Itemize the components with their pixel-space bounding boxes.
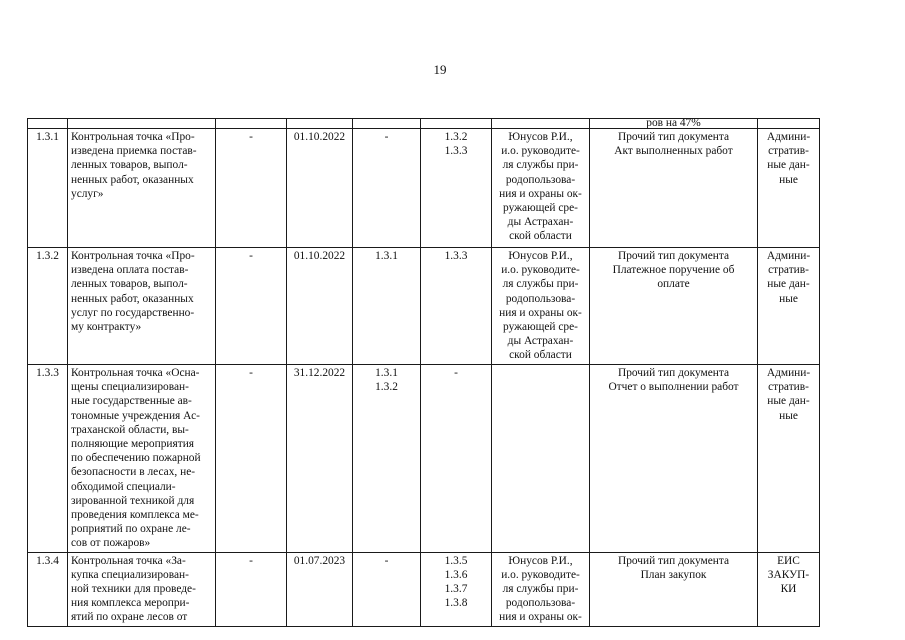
start-date: -	[216, 129, 287, 248]
successors	[421, 248, 492, 365]
responsible-line: Юнусов Р.И.,	[508, 131, 573, 143]
table-top-strip	[28, 119, 820, 129]
responsible	[492, 129, 590, 248]
info-system-line: ные дан-	[767, 395, 810, 408]
info-system-line: ЗАКУП-	[767, 568, 810, 581]
responsible-line: ля службы при-	[502, 159, 579, 172]
control-points-table	[27, 118, 820, 627]
document-type	[590, 552, 758, 626]
successors-line: 1.3.6	[444, 568, 468, 581]
info-system-line: Админи-	[766, 367, 811, 379]
responsible-line: Юнусов Р.И.,	[508, 250, 573, 262]
end-date: 01.10.2022	[287, 129, 353, 248]
document-type	[590, 129, 758, 248]
info-system	[758, 129, 820, 248]
event-name	[68, 365, 216, 553]
event-name-line: щены специализирован-	[71, 381, 189, 394]
predecessors-line: -	[384, 131, 389, 143]
document-type-line: Прочий тип документа	[617, 250, 730, 262]
responsible-line: ля службы при-	[502, 278, 579, 291]
page-number: 19	[433, 62, 447, 77]
responsible	[492, 552, 590, 626]
responsible-line: ния и охраны ок-	[499, 611, 582, 624]
top-strip-cell	[216, 119, 287, 129]
predecessors	[353, 552, 421, 626]
table-row	[28, 248, 820, 365]
predecessors-line: 1.3.1	[375, 250, 398, 262]
info-system-line: стратив-	[768, 145, 809, 158]
start-date: -	[216, 552, 287, 626]
responsible-line: Юнусов Р.И.,	[508, 554, 573, 567]
successors-line: -	[454, 367, 458, 379]
top-strip-cell	[353, 119, 421, 129]
row-number: 1.3.4	[28, 552, 68, 626]
event-name	[68, 129, 216, 248]
responsible-line: ля службы при-	[502, 583, 579, 596]
responsible-line: ружающей сре-	[503, 202, 578, 215]
event-name-line: ные государственные ав-	[71, 395, 192, 408]
info-system	[758, 552, 820, 626]
event-name-line: изведена оплата постав-	[71, 264, 189, 277]
document-type-line: Прочий тип документа	[617, 367, 730, 379]
responsible-line: и.о. руководите-	[501, 568, 580, 581]
event-name-line: услуг по государственно-	[71, 306, 195, 319]
responsible-line: ды Астрахан-	[507, 335, 574, 348]
event-name-line: ненных работ, оказанных	[71, 173, 194, 186]
event-name-line: безопасности в лесах, не-	[71, 466, 196, 479]
event-name	[68, 248, 216, 365]
event-name-line: ленных товаров, выпол-	[71, 159, 188, 172]
predecessors	[353, 365, 421, 553]
event-name-line: обходимой специали-	[71, 480, 176, 493]
event-name-line: ятий по охране лесов от	[71, 611, 188, 624]
event-name-line: ненных работ, оказанных	[71, 292, 194, 305]
responsible-line: ской области	[509, 349, 572, 362]
event-name-line: изведена приемка постав-	[71, 145, 197, 158]
document-type-line: Прочий тип документа	[617, 554, 730, 567]
info-system-line: ные	[779, 409, 798, 422]
event-name-line: сов от пожаров»	[71, 537, 151, 550]
row-number: 1.3.2	[28, 248, 68, 365]
info-system	[758, 248, 820, 365]
event-name-line: ной техники для проведе-	[71, 583, 196, 596]
info-system-line: КИ	[780, 583, 797, 596]
event-name-line: ленных товаров, выпол-	[71, 278, 188, 291]
predecessors-line: 1.3.1	[375, 367, 398, 379]
info-system-line: ные	[779, 292, 798, 305]
event-name-line: роприятий по охране ле-	[71, 523, 191, 536]
responsible-line: ской области	[509, 230, 572, 243]
predecessors-line: 1.3.2	[375, 381, 398, 394]
predecessors-line: -	[384, 554, 389, 567]
document-type-line: Отчет о выполнении работ	[608, 381, 739, 394]
info-system-line: Админи-	[766, 131, 811, 143]
document-type-line: Прочий тип документа	[617, 131, 730, 143]
event-name-line: по обеспечению пожарной	[71, 452, 201, 465]
row-number: 1.3.1	[28, 129, 68, 248]
row-number: 1.3.3	[28, 365, 68, 553]
event-name-line: траханской области, вы-	[71, 423, 189, 436]
responsible-line: ды Астрахан-	[507, 216, 574, 229]
successors-line: 1.3.7	[444, 583, 468, 596]
successors	[421, 365, 492, 553]
responsible-line: родопользова-	[505, 292, 576, 305]
responsible	[492, 365, 590, 553]
responsible-line: ния и охраны ок-	[499, 187, 582, 200]
document-type-line: Платежное поручение об	[612, 264, 735, 277]
responsible	[492, 248, 590, 365]
info-system-line: ные	[779, 173, 798, 186]
end-date: 01.10.2022	[287, 248, 353, 365]
successors	[421, 552, 492, 626]
event-name-line: зированной техникой для	[71, 494, 195, 507]
event-name-line: полняющие мероприятия	[71, 438, 195, 451]
end-date: 31.12.2022	[287, 365, 353, 553]
successors-line: 1.3.3	[444, 145, 468, 158]
table-row	[28, 552, 820, 626]
table-row	[28, 129, 820, 248]
responsible-line: ния и охраны ок-	[499, 306, 582, 319]
event-name-line: Контрольная точка «Про-	[71, 250, 195, 262]
event-name-line: купка специализирован-	[71, 568, 189, 581]
info-system-line: стратив-	[768, 381, 809, 394]
successors-line: 1.3.3	[444, 250, 468, 262]
document-type	[590, 365, 758, 553]
top-strip-cell	[758, 119, 820, 129]
responsible-line: родопользова-	[505, 173, 576, 186]
event-name-line: тономные учреждения Ас-	[71, 409, 200, 422]
predecessors	[353, 129, 421, 248]
event-name-line: услуг»	[71, 187, 104, 200]
event-name-line: Контрольная точка «Про-	[71, 131, 195, 143]
info-system	[758, 365, 820, 553]
top-strip-cell	[492, 119, 590, 129]
responsible-line: и.о. руководите-	[501, 264, 580, 277]
event-name-line: му контракту»	[71, 321, 142, 334]
top-strip-doc-cell: ров на 47%	[590, 119, 758, 129]
end-date: 01.07.2023	[287, 552, 353, 626]
successors-line: 1.3.5	[444, 554, 468, 567]
document-type	[590, 248, 758, 365]
event-name-line: проведения комплекса ме-	[71, 509, 199, 522]
event-name	[68, 552, 216, 626]
start-date: -	[216, 248, 287, 365]
top-strip-cell	[28, 119, 68, 129]
event-name-line: Контрольная точка «За-	[71, 554, 186, 567]
successors-line: 1.3.2	[444, 131, 468, 143]
info-system-line: ные дан-	[767, 159, 810, 172]
info-system-line: ные дан-	[767, 278, 810, 291]
document-type-line: План закупок	[640, 568, 707, 581]
event-name-line: Контрольная точка «Осна-	[71, 367, 200, 379]
start-date: -	[216, 365, 287, 553]
successors	[421, 129, 492, 248]
info-system-line: ЕИС	[777, 554, 800, 567]
responsible-line: родопользова-	[505, 597, 576, 610]
responsible-line: ружающей сре-	[503, 321, 578, 334]
successors-line: 1.3.8	[444, 597, 468, 610]
top-strip-cell	[68, 119, 216, 129]
document-type-line: Акт выполненных работ	[614, 145, 733, 158]
info-system-line: стратив-	[768, 264, 809, 277]
predecessors	[353, 248, 421, 365]
info-system-line: Админи-	[766, 250, 811, 262]
table-row	[28, 365, 820, 553]
document-type-line: оплате	[657, 278, 690, 291]
top-strip-cell	[287, 119, 353, 129]
event-name-line: ния комплекса меропри-	[71, 597, 190, 610]
top-strip-cell	[421, 119, 492, 129]
responsible-line: и.о. руководите-	[501, 145, 580, 158]
